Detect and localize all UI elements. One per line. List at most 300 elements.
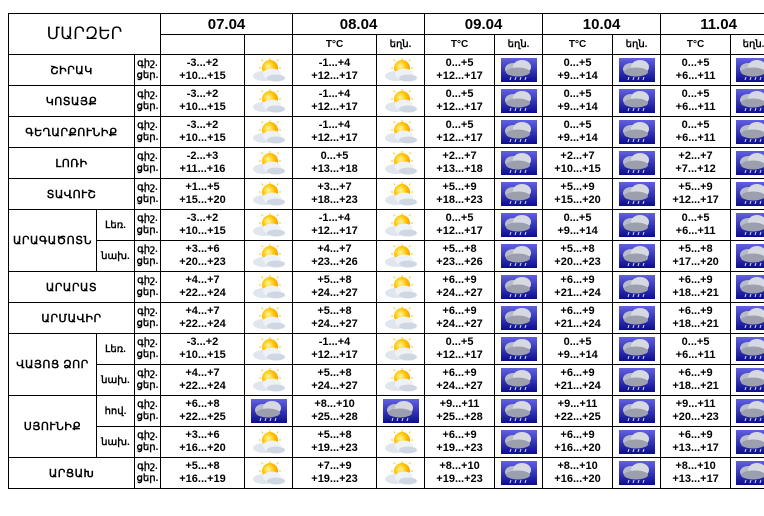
day-temp: +23...+26: [436, 256, 483, 268]
day-temp: +18...+21: [672, 380, 719, 392]
day-label: ցեր.: [136, 101, 159, 112]
temperature-cell: [661, 55, 731, 86]
day-temp: +21...+24: [554, 318, 601, 330]
day-temp: +9...+14: [557, 101, 598, 113]
rain-cloud-icon: [618, 243, 656, 269]
day-temp: +24...+27: [311, 287, 358, 299]
night-temp: +2...+7: [678, 150, 713, 162]
night-temp: +5...+8: [317, 305, 352, 317]
day-temp: +18...+21: [672, 287, 719, 299]
night-label: գիշ.: [137, 337, 158, 348]
rain-cloud-icon: [618, 305, 656, 331]
temperature-cell: [543, 396, 613, 427]
temperature-cell: [661, 272, 731, 303]
temperature-cell: [425, 365, 495, 396]
table-row: [9, 210, 764, 241]
day-label: ցեր.: [136, 70, 159, 81]
night-temp: +6...+9: [560, 305, 595, 317]
temperature-cell: [425, 427, 495, 458]
weather-cell: [495, 303, 543, 334]
rain-cloud-icon: [735, 429, 764, 455]
sun-behind-cloud-icon: [250, 120, 288, 144]
day-temp: +24...+27: [311, 318, 358, 330]
day-temp: +6...+11: [675, 132, 716, 144]
night-temp: 0...+5: [320, 150, 349, 162]
weather-cell: [731, 427, 764, 458]
subregion-name: Լեռ.: [97, 210, 135, 241]
region-name: ՇԻՐԱԿ: [9, 55, 135, 86]
night-temp: 0...+5: [445, 212, 474, 224]
rain-cloud-icon: [735, 398, 764, 424]
weather-cell: [613, 272, 661, 303]
day-temp: +19...+23: [311, 442, 358, 454]
sun-behind-cloud-icon: [382, 182, 420, 206]
night-temp: +8...+10: [675, 460, 716, 472]
night-label: գիշ.: [137, 182, 158, 193]
night-temp: +4...+7: [185, 274, 220, 286]
period-label: [135, 303, 161, 334]
temperature-cell: [293, 55, 377, 86]
night-temp: +5...+9: [678, 181, 713, 193]
temperature-cell: [543, 272, 613, 303]
rain-cloud-icon: [500, 305, 538, 331]
day-temp: +6...+11: [675, 70, 716, 82]
temperature-cell: [543, 179, 613, 210]
rain-cloud-icon: [618, 88, 656, 114]
day-temp: +16...+19: [179, 473, 226, 485]
temperature-cell: [161, 334, 245, 365]
day-temp: +12...+17: [436, 132, 483, 144]
rain-cloud-icon: [735, 150, 764, 176]
region-name: ՍՅՈՒՆԻՔ: [9, 396, 97, 458]
weather-cell: [613, 148, 661, 179]
weather-cell: [377, 179, 425, 210]
temperature-cell: [161, 365, 245, 396]
temperature-cell: [543, 55, 613, 86]
temperature-cell: [661, 86, 731, 117]
region-name: ԱՐՑԱԽ: [9, 458, 135, 489]
day-temp: +16...+20: [179, 442, 226, 454]
sun-behind-cloud-icon: [250, 151, 288, 175]
night-label: գիշ.: [137, 275, 158, 286]
day-label: ցեր.: [136, 132, 159, 143]
temperature-cell: [293, 117, 377, 148]
night-temp: 0...+5: [563, 88, 592, 100]
day-temp: +10...+15: [554, 163, 601, 175]
night-label: գիշ.: [137, 120, 158, 131]
rain-cloud-icon: [500, 57, 538, 83]
date-header: 09.04: [425, 14, 543, 35]
temperature-cell: [543, 334, 613, 365]
day-temp: +12...+17: [672, 194, 719, 206]
temperature-cell: [161, 148, 245, 179]
sun-behind-cloud-icon: [382, 337, 420, 361]
night-temp: 0...+5: [681, 88, 710, 100]
date-header: 08.04: [293, 14, 425, 35]
sun-behind-cloud-icon: [250, 461, 288, 485]
rain-cloud-icon: [735, 460, 764, 486]
night-label: գիշ.: [137, 306, 158, 317]
night-temp: 0...+5: [681, 212, 710, 224]
temperature-cell: [161, 179, 245, 210]
region-name: ՏԱՎՈՒՇ: [9, 179, 135, 210]
night-temp: +6...+9: [442, 367, 477, 379]
weather-cell: [377, 458, 425, 489]
night-temp: +5...+8: [678, 243, 713, 255]
weather-cell: [731, 272, 764, 303]
day-temp: +18...+21: [672, 318, 719, 330]
weather-cell: [613, 55, 661, 86]
day-temp: +10...+15: [179, 349, 226, 361]
night-temp: 0...+5: [445, 119, 474, 131]
night-temp: +5...+9: [442, 181, 477, 193]
day-label: ցեր.: [136, 349, 159, 360]
weather-cell: [495, 86, 543, 117]
night-temp: +6...+9: [678, 274, 713, 286]
sun-behind-cloud-icon: [382, 89, 420, 113]
night-temp: 0...+5: [681, 57, 710, 69]
weather-cell: [377, 427, 425, 458]
weather-cell: [613, 365, 661, 396]
sun-behind-cloud-icon: [382, 306, 420, 330]
night-temp: +5...+8: [185, 460, 220, 472]
weather-header: եղն.: [377, 35, 425, 55]
temperature-cell: [425, 210, 495, 241]
period-label: [135, 272, 161, 303]
day-temp: +20...+23: [554, 256, 601, 268]
rain-cloud-icon: [500, 460, 538, 486]
period-label: [135, 179, 161, 210]
sun-behind-cloud-icon: [382, 58, 420, 82]
day-temp: +12...+17: [436, 349, 483, 361]
night-label: գիշ.: [137, 151, 158, 162]
night-temp: +5...+8: [442, 243, 477, 255]
forecast-body: [9, 55, 764, 489]
night-temp: 0...+5: [563, 57, 592, 69]
weather-cell: [245, 458, 293, 489]
temperature-cell: [425, 86, 495, 117]
rain-cloud-icon: [500, 429, 538, 455]
temp-header: [161, 35, 245, 55]
temperature-cell: [293, 148, 377, 179]
day-temp: +9...+14: [557, 132, 598, 144]
temperature-cell: [293, 210, 377, 241]
sun-behind-cloud-icon: [382, 213, 420, 237]
table-row: [9, 396, 764, 427]
night-temp: +4...+7: [185, 305, 220, 317]
weather-cell: [377, 55, 425, 86]
night-label: գիշ.: [137, 461, 158, 472]
night-temp: +6...+8: [185, 398, 220, 410]
night-temp: 0...+5: [445, 57, 474, 69]
weather-cell: [495, 365, 543, 396]
sun-behind-cloud-icon: [250, 244, 288, 268]
sun-behind-cloud-icon: [382, 275, 420, 299]
weather-cell: [377, 272, 425, 303]
day-temp: +25...+28: [311, 411, 358, 423]
sun-behind-cloud-icon: [250, 89, 288, 113]
region-name: ԱՐՄԱՎԻՐ: [9, 303, 135, 334]
rain-cloud-icon: [618, 274, 656, 300]
weather-cell: [377, 86, 425, 117]
night-temp: +4...+7: [317, 243, 352, 255]
temperature-cell: [293, 458, 377, 489]
day-label: ցեր.: [136, 411, 159, 422]
rain-cloud-icon: [500, 274, 538, 300]
temperature-cell: [543, 86, 613, 117]
day-temp: +25...+28: [436, 411, 483, 423]
day-temp: +24...+27: [436, 287, 483, 299]
period-label: [135, 148, 161, 179]
temperature-cell: [161, 86, 245, 117]
temperature-cell: [293, 179, 377, 210]
weather-cell: [613, 179, 661, 210]
table-row: [9, 55, 764, 86]
night-temp: +1...+5: [185, 181, 220, 193]
rain-cloud-icon: [618, 429, 656, 455]
weather-header: եղն.: [731, 35, 764, 55]
night-temp: 0...+5: [563, 212, 592, 224]
day-temp: +10...+15: [179, 70, 226, 82]
temperature-cell: [661, 365, 731, 396]
temperature-cell: [425, 334, 495, 365]
period-label: [135, 365, 161, 396]
rain-cloud-icon: [500, 243, 538, 269]
rain-cloud-icon: [735, 88, 764, 114]
night-temp: 0...+5: [445, 336, 474, 348]
weather-cell: [377, 396, 425, 427]
weather-cell: [245, 272, 293, 303]
weather-cell: [377, 148, 425, 179]
day-temp: +21...+24: [554, 380, 601, 392]
weather-cell: [731, 334, 764, 365]
date-header: 11.04: [661, 14, 764, 35]
night-temp: +8...+10: [557, 460, 598, 472]
rain-cloud-icon: [500, 212, 538, 238]
day-temp: +13...+17: [672, 473, 719, 485]
day-temp: +13...+17: [672, 442, 719, 454]
period-label: [135, 210, 161, 241]
table-row: [9, 458, 764, 489]
day-temp: +24...+27: [311, 380, 358, 392]
night-temp: +6...+9: [560, 274, 595, 286]
subregion-name: Լեռ.: [97, 334, 135, 365]
temperature-cell: [661, 334, 731, 365]
day-temp: +12...+17: [436, 101, 483, 113]
rain-cloud-icon: [500, 367, 538, 393]
weather-cell: [245, 303, 293, 334]
subregion-name: հով.: [97, 396, 135, 427]
day-temp: +20...+23: [179, 256, 226, 268]
temperature-cell: [161, 272, 245, 303]
temperature-cell: [293, 86, 377, 117]
region-name: ԱՐԱՐԱՏ: [9, 272, 135, 303]
weather-cell: [613, 458, 661, 489]
weather-cell: [245, 396, 293, 427]
rain-cloud-icon: [618, 212, 656, 238]
sun-behind-cloud-icon: [250, 337, 288, 361]
night-temp: 0...+5: [681, 336, 710, 348]
weather-cell: [731, 303, 764, 334]
weather-cell: [495, 334, 543, 365]
temperature-cell: [543, 365, 613, 396]
rain-cloud-icon: [618, 150, 656, 176]
weather-cell: [377, 365, 425, 396]
weather-cell: [245, 55, 293, 86]
weather-cell: [613, 427, 661, 458]
day-temp: +12...+17: [311, 349, 358, 361]
day-temp: +13...+18: [311, 163, 358, 175]
temperature-cell: [661, 396, 731, 427]
temperature-cell: [161, 303, 245, 334]
rain-cloud-icon: [382, 398, 420, 424]
temperature-cell: [661, 241, 731, 272]
weather-cell: [495, 458, 543, 489]
weather-cell: [495, 179, 543, 210]
temperature-cell: [425, 55, 495, 86]
night-temp: +8...+10: [439, 460, 480, 472]
rain-cloud-icon: [500, 398, 538, 424]
temperature-cell: [161, 117, 245, 148]
weather-cell: [245, 86, 293, 117]
weather-cell: [377, 241, 425, 272]
night-temp: +3...+6: [185, 429, 220, 441]
weather-cell: [731, 210, 764, 241]
temperature-cell: [661, 303, 731, 334]
night-temp: +8...+10: [314, 398, 355, 410]
temp-header: T°C: [425, 35, 495, 55]
night-temp: -3...+2: [186, 57, 219, 69]
rain-cloud-icon: [618, 57, 656, 83]
temperature-cell: [543, 303, 613, 334]
weather-cell: [495, 427, 543, 458]
temperature-cell: [293, 365, 377, 396]
night-temp: +9...+11: [439, 398, 480, 410]
temperature-cell: [293, 396, 377, 427]
day-temp: +22...+24: [179, 380, 226, 392]
table-row: [9, 334, 764, 365]
rain-cloud-icon: [735, 274, 764, 300]
temperature-cell: [425, 303, 495, 334]
sun-behind-cloud-icon: [250, 430, 288, 454]
table-row: [9, 427, 764, 458]
weather-cell: [245, 427, 293, 458]
night-temp: +5...+8: [560, 243, 595, 255]
day-temp: +23...+26: [311, 256, 358, 268]
night-temp: +6...+9: [678, 305, 713, 317]
day-temp: +6...+11: [675, 101, 716, 113]
table-row: [9, 241, 764, 272]
weather-cell: [613, 117, 661, 148]
temperature-cell: [661, 210, 731, 241]
day-temp: +22...+25: [179, 411, 226, 423]
weather-cell: [613, 303, 661, 334]
weather-cell: [731, 179, 764, 210]
rain-cloud-icon: [735, 57, 764, 83]
period-label: [135, 117, 161, 148]
day-temp: +17...+20: [672, 256, 719, 268]
day-label: ցեր.: [136, 473, 159, 484]
night-temp: 0...+5: [445, 88, 474, 100]
weather-cell: [245, 210, 293, 241]
night-temp: 0...+5: [563, 336, 592, 348]
weather-cell: [731, 365, 764, 396]
night-temp: +5...+8: [317, 274, 352, 286]
night-temp: +4...+7: [185, 367, 220, 379]
weather-cell: [245, 241, 293, 272]
day-temp: +9...+14: [557, 349, 598, 361]
night-label: գիշ.: [137, 399, 158, 410]
weather-header: [245, 35, 293, 55]
temperature-cell: [425, 396, 495, 427]
rain-cloud-icon: [618, 398, 656, 424]
weather-cell: [245, 117, 293, 148]
day-temp: +9...+14: [557, 70, 598, 82]
day-label: ցեր.: [136, 194, 159, 205]
night-temp: -1...+4: [318, 212, 351, 224]
weather-cell: [245, 365, 293, 396]
night-temp: +3...+6: [185, 243, 220, 255]
night-temp: +6...+9: [442, 305, 477, 317]
sun-behind-cloud-icon: [382, 368, 420, 392]
period-label: [135, 241, 161, 272]
weather-cell: [495, 272, 543, 303]
night-label: գիշ.: [137, 213, 158, 224]
night-label: գիշ.: [137, 368, 158, 379]
temperature-cell: [661, 427, 731, 458]
day-temp: +18...+23: [311, 194, 358, 206]
night-temp: +2...+7: [560, 150, 595, 162]
weather-cell: [377, 303, 425, 334]
table-row: [9, 272, 764, 303]
night-temp: +3...+7: [317, 181, 352, 193]
day-temp: +15...+20: [179, 194, 226, 206]
temperature-cell: [425, 179, 495, 210]
day-temp: +6...+11: [675, 225, 716, 237]
night-temp: +6...+9: [678, 429, 713, 441]
day-temp: +6...+11: [675, 349, 716, 361]
day-temp: +18...+23: [436, 194, 483, 206]
night-temp: +6...+9: [560, 367, 595, 379]
rain-cloud-icon: [500, 181, 538, 207]
day-temp: +19...+23: [311, 473, 358, 485]
night-temp: -1...+4: [318, 119, 351, 131]
region-name: ԼՈՌԻ: [9, 148, 135, 179]
day-label: ցեր.: [136, 442, 159, 453]
day-temp: +22...+25: [554, 411, 601, 423]
weather-cell: [377, 117, 425, 148]
night-temp: -3...+2: [186, 119, 219, 131]
weather-cell: [495, 210, 543, 241]
day-temp: +15...+20: [554, 194, 601, 206]
night-temp: +6...+9: [442, 274, 477, 286]
weather-header: եղն.: [495, 35, 543, 55]
sun-behind-cloud-icon: [250, 368, 288, 392]
temperature-cell: [543, 210, 613, 241]
period-label: [135, 55, 161, 86]
night-temp: +9...+11: [675, 398, 716, 410]
day-temp: +13...+18: [436, 163, 483, 175]
sun-behind-cloud-icon: [382, 244, 420, 268]
table-row: [9, 179, 764, 210]
day-temp: +19...+23: [436, 442, 483, 454]
date-header: 07.04: [161, 14, 293, 35]
day-label: ցեր.: [136, 225, 159, 236]
region-name: ԿՈՏԱՅՔ: [9, 86, 135, 117]
region-name: ՎԱՅՈՑ ՁՈՐ: [9, 334, 97, 396]
night-temp: +6...+9: [678, 367, 713, 379]
night-temp: -2...+3: [186, 150, 219, 162]
